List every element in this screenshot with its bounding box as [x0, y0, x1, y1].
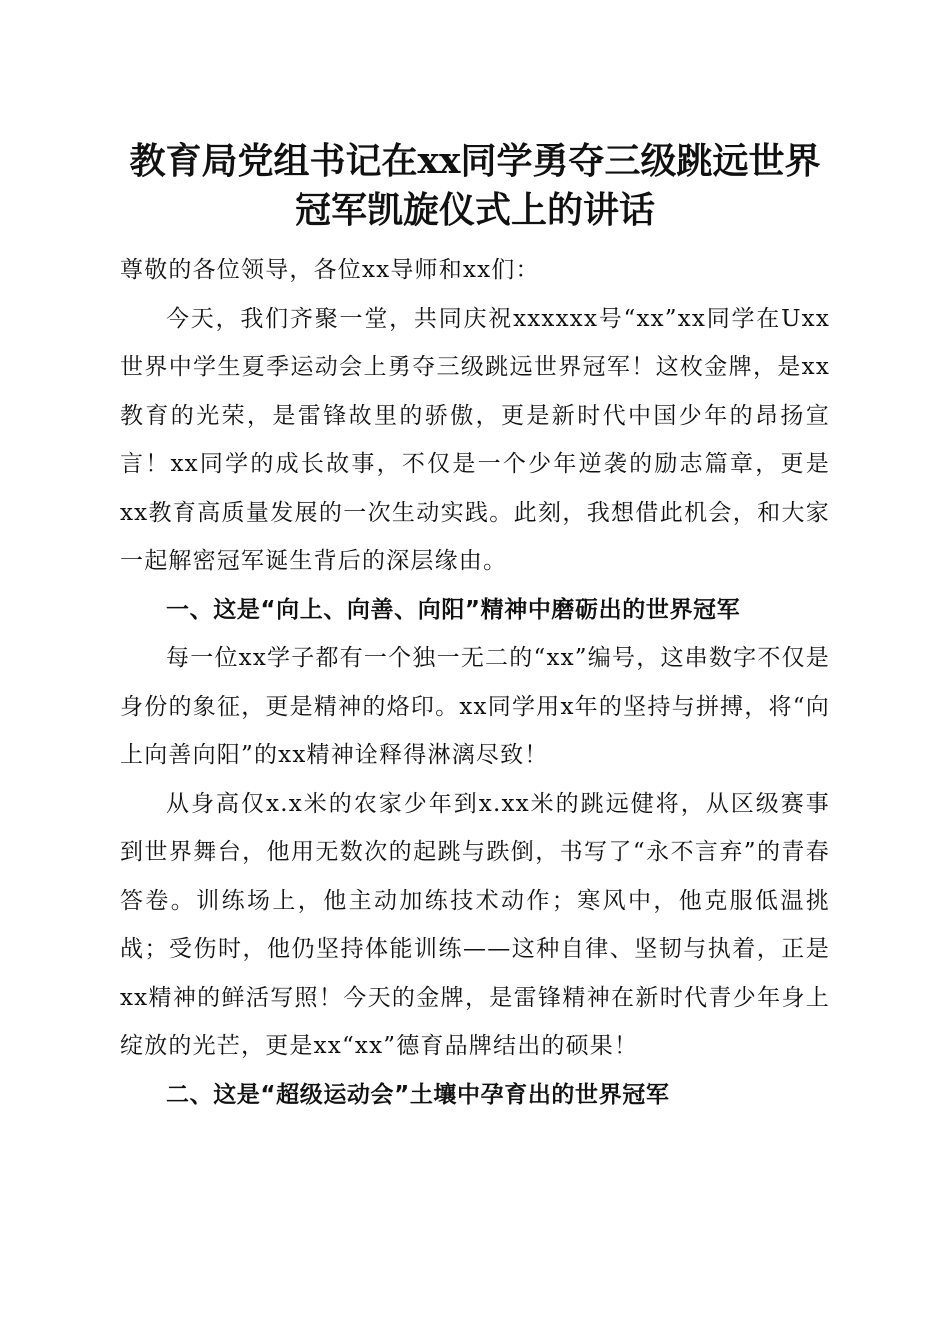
paragraph-intro: 今天，我们齐聚一堂，共同庆祝xxxxxx号“xx”xx同学在Uxx世界中学生夏季运动会上勇夺三级跳远世界冠军！这枚金牌，是xx教育的光荣，是雷锋故里的骄傲，更是新时代中国少年的昂扬宣言！xx同学的成长故事，不仅是一个少年逆袭的励志篇章，更是xx教育高质量发展的一次生动实践。此刻，我想借此机会，和大家一起解密冠军诞生背后的深层缘由。	[120, 305, 830, 574]
document-body	[120, 246, 830, 1119]
paragraph-section-1-b: 从身高仅x.x米的农家少年到x.xx米的跳远健将，从区级赛事到世界舞台，他用无数次的起跳与跌倒，书写了“永不言弃”的青春答卷。训练场上，他主动加练技术动作；寒风中，他克服低温挑战；受伤时，他仍坚持体能训练——这种自律、坚韧与执着，正是xx精神的鲜活写照！今天的金牌，是雷锋精神在新时代青少年身上绽放的光芒，更是xx“xx”德育品牌结出的硕果！	[120, 790, 830, 1059]
document-title-line-1: 教育局党组书记在xx同学勇夺三级跳远世界	[129, 140, 821, 182]
paragraph-section-1-a: 每一位xx学子都有一个独一无二的“xx”编号，这串数字不仅是身份的象征，更是精神的烙印。xx同学用x年的坚持与拼搏，将“向上向善向阳”的xx精神诠释得淋漓尽致！	[120, 645, 830, 768]
document-title-line-2: 冠军凯旋仪式上的讲话	[294, 189, 655, 231]
salutation: 尊敬的各位领导，各位xx导师和xx们：	[120, 257, 540, 283]
section-heading-1: 一、这是“向上、向善、向阳”精神中磨砺出的世界冠军	[166, 596, 741, 623]
section-heading-2: 二、这是“超级运动会”土壤中孕育出的世界冠军	[166, 1081, 670, 1108]
